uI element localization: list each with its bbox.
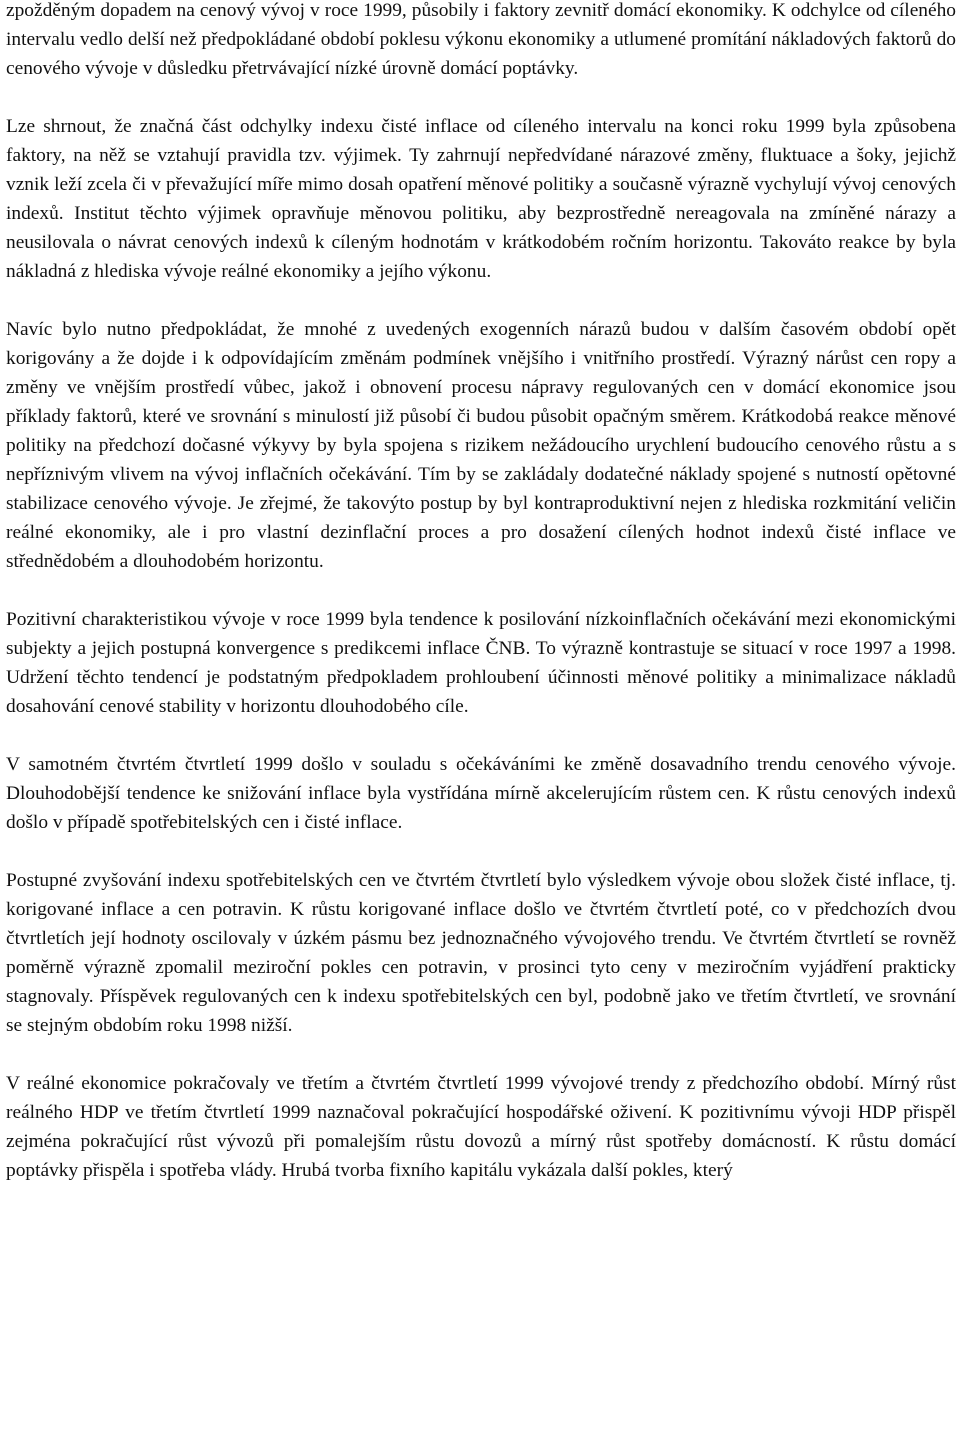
paragraph-2: Lze shrnout, že značná část odchylky indexu čisté inflace od cíleného intervalu na konci roku 1999 byla způsobena faktory, na něž se vztahují pravidla tzv. výjimek. Ty zahrnují nepředvídané nárazové změny, fluktuace a šoky, jejichž vznik leží zcela či v převažující míře mimo dosah opatření měnové politiky a současně výrazně vychylují vývoj cenových indexů. Institut těchto výjimek opravňuje měnovou politiku, aby bezprostředně nereagovala na zmíněné nárazy a neusilovala o návrat cenových indexů k cíleným hodnotám v krátkodobém ročním horizontu. Takováto reakce by byla nákladná z hlediska vývoje reálné ekonomiky a jejího výkonu. xyxy=(6,116,956,282)
paragraph-4: Pozitivní charakteristikou vývoje v roce 1999 byla tendence k posilování nízkoinflačních očekávání mezi ekonomickými subjekty a jejich postupná konvergence s predikcemi inflace ČNB. To výrazně kontrastuje se situací v roce 1997 a 1998. Udržení těchto tendencí je podstatným předpokladem prohloubení účinnosti měnové politiky a minimalizace nákladů dosahování cenové stability v horizontu dlouhodobého cíle. xyxy=(6,609,956,717)
paragraph-6: Postupné zvyšování indexu spotřebitelských cen ve čtvrtém čtvrtletí bylo výsledkem vývoje obou složek čisté inflace, tj. korigované inflace a cen potravin. K růstu korigované inflace došlo ve čtvrtém čtvrtletí poté, co v předchozích dvou čtvrtletích její hodnoty oscilovaly v úzkém pásmu bez jednoznačného vývojového trendu. Ve čtvrtém čtvrtletí se rovněž poměrně výrazně zpomalil meziroční pokles cen potravin, v prosinci tyto ceny v meziročním vyjádření prakticky stagnovaly. Příspěvek regulovaných cen k indexu spotřebitelských cen byl, podobně jako ve třetím čtvrtletí, ve srovnání se stejným obdobím roku 1998 nižší. xyxy=(6,870,956,1036)
paragraph-5: V samotném čtvrtém čtvrtletí 1999 došlo v souladu s očekáváními ke změně dosavadního trendu cenového vývoje. Dlouhodobější tendence ke snižování inflace byla vystřídána mírně akcelerujícím růstem cen. K růstu cenových indexů došlo v případě spotřebitelských cen i čisté inflace. xyxy=(6,754,956,833)
paragraph-gap xyxy=(6,721,956,750)
paragraph-1: zpožděným dopadem na cenový vývoj v roce 1999, působily i faktory zevnitř domácí ekonomiky. K odchylce od cíleného intervalu vedlo delší než předpokládané období poklesu výkonu ekonomiky a utlumené promítání nákladových faktorů do cenového vývoje v důsledku přetrvávající nízké úrovně domácí poptávky. xyxy=(6,0,956,79)
paragraph-gap xyxy=(6,83,956,112)
paragraph-7: V reálné ekonomice pokračovaly ve třetím a čtvrtém čtvrtletí 1999 vývojové trendy z předchozího období. Mírný růst reálného HDP ve třetím čtvrtletí 1999 naznačoval pokračující hospodářské oživení. K pozitivnímu vývoji HDP přispěl zejména pokračující růst vývozů při pomalejším růstu dovozů a mírný růst spotřeby domácností. K růstu domácí poptávky přispěla i spotřeba vlády. Hrubá tvorba fixního kapitálu vykázala další pokles, který xyxy=(6,1073,956,1181)
paragraph-gap xyxy=(6,837,956,866)
paragraph-gap xyxy=(6,1040,956,1069)
paragraph-3: Navíc bylo nutno předpokládat, že mnohé z uvedených exogenních nárazů budou v dalším časovém období opět korigovány a že dojde i k odpovídajícím změnám podmínek vnějšího i vnitřního prostředí. Výrazný nárůst cen ropy a změny ve vnějším prostředí vůbec, jakož i obnovení procesu nápravy regulovaných cen v domácí ekonomice jsou příklady faktorů, které ve srovnání s minulostí již působí či budou působit opačným směrem. Krátkodobá reakce měnové politiky na předchozí dočasné výkyvy by byla spojena s rizikem nežádoucího urychlení budoucího cenového růstu a s nepříznivým vlivem na vývoj inflačních očekávání. Tím by se zakládaly dodatečné náklady spojené s nutností opětovné stabilizace cenového vývoje. Je zřejmé, že takovýto postup by byl kontraproduktivní nejen z hlediska rozkmitání veličin reálné ekonomiky, ale i pro vlastní dezinflační proces a pro dosažení cílených hodnot indexů čisté inflace ve střednědobém a dlouhodobém horizontu. xyxy=(6,319,956,572)
document-page xyxy=(6,0,956,1185)
paragraph-gap xyxy=(6,286,956,315)
paragraph-gap xyxy=(6,576,956,605)
